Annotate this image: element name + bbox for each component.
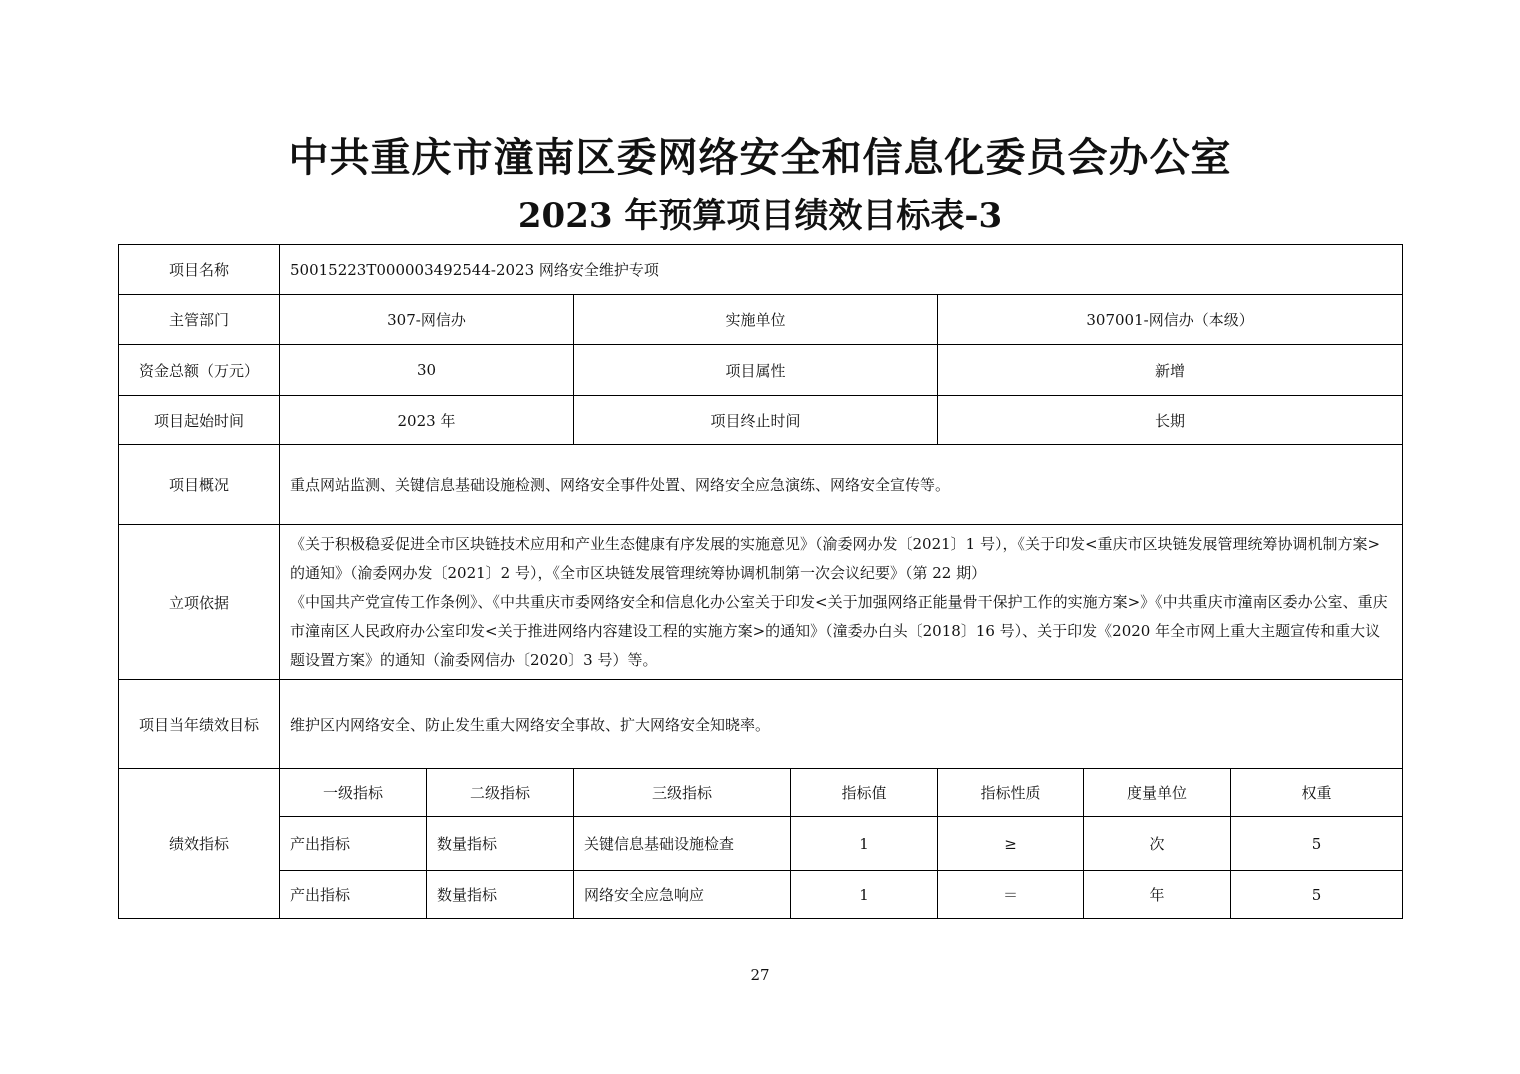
indicator-unit: 次 (1084, 817, 1231, 871)
indicators-label: 绩效指标 (119, 769, 280, 919)
indicator-level2: 数量指标 (427, 817, 574, 871)
indicator-header: 指标性质 (938, 769, 1084, 817)
project-attribute-label: 项目属性 (574, 345, 938, 396)
basis-paragraph: 《中国共产党宣传工作条例》、《中共重庆市委网络安全和信息化办公室关于印发<关于加强网络正能量骨干保护工作的实施方案>》《中共重庆市潼南区委办公室、重庆市潼南区人民政府办公室印发<关于推进网络内容建设工程的实施方案>的通知》（潼委办白头〔2018〕16 号）、关于印发《2020 年全市网上重大主题宣传和重大议题设置方案》的通知（渝委网信办〔2020〕3 号）等。 (290, 592, 1388, 669)
project-attribute-value: 新增 (938, 345, 1403, 396)
page-number: 27 (750, 966, 770, 984)
basis-label: 立项依据 (119, 525, 280, 680)
department-value: 307-网信办 (280, 295, 574, 345)
document-title: 中共重庆市潼南区委网络安全和信息化委员会办公室 (288, 134, 1232, 181)
basis-value (280, 525, 1403, 680)
document-subtitle: 2023 年预算项目绩效目标表-3 (517, 196, 1003, 236)
overview-value: 重点网站监测、关键信息基础设施检测、网络安全事件处置、网络安全应急演练、网络安全宣传等。 (280, 445, 1403, 525)
start-time-label: 项目起始时间 (119, 396, 280, 445)
indicator-header: 指标值 (791, 769, 938, 817)
implementing-unit-label: 实施单位 (574, 295, 938, 345)
row-time (119, 396, 1403, 445)
indicator-level3: 网络安全应急响应 (574, 871, 791, 919)
indicator-header-row (119, 769, 1403, 817)
row-basis (119, 525, 1403, 680)
row-funds (119, 345, 1403, 396)
project-name-value: 50015223T000003492544-2023 网络安全维护专项 (280, 245, 1403, 295)
indicator-header: 一级指标 (280, 769, 427, 817)
total-funds-value: 30 (280, 345, 574, 396)
indicator-level1: 产出指标 (280, 817, 427, 871)
end-time-label: 项目终止时间 (574, 396, 938, 445)
annual-goal-value: 维护区内网络安全、防止发生重大网络安全事故、扩大网络安全知晓率。 (280, 680, 1403, 769)
indicator-weight: 5 (1231, 871, 1403, 919)
basis-paragraph: 《关于积极稳妥促进全市区块链技术应用和产业生态健康有序发展的实施意见》（渝委网办发〔2021〕1 号），《关于印发<重庆市区块链发展管理统筹协调机制方案>的通知》（渝委网办发〔2021〕2 号），《全市区块链发展管理统筹协调机制第一次会议纪要》（第 22 期） (290, 534, 1381, 582)
row-department (119, 295, 1403, 345)
indicator-header: 二级指标 (427, 769, 574, 817)
indicator-header: 三级指标 (574, 769, 791, 817)
indicator-row (119, 817, 1403, 871)
indicator-level3: 关键信息基础设施检查 (574, 817, 791, 871)
indicator-unit: 年 (1084, 871, 1231, 919)
indicator-header: 权重 (1231, 769, 1403, 817)
total-funds-label: 资金总额（万元） (119, 345, 280, 396)
indicator-value: 1 (791, 817, 938, 871)
project-name-label: 项目名称 (119, 245, 280, 295)
indicator-level2: 数量指标 (427, 871, 574, 919)
department-label: 主管部门 (119, 295, 280, 345)
indicator-nature: ＝ (938, 871, 1084, 919)
overview-label: 项目概况 (119, 445, 280, 525)
row-overview (119, 445, 1403, 525)
row-annual-goal (119, 680, 1403, 769)
end-time-value: 长期 (938, 396, 1403, 445)
indicator-nature: ≥ (938, 817, 1084, 871)
annual-goal-label: 项目当年绩效目标 (119, 680, 280, 769)
indicator-weight: 5 (1231, 817, 1403, 871)
indicator-value: 1 (791, 871, 938, 919)
indicator-row (119, 871, 1403, 919)
indicator-header: 度量单位 (1084, 769, 1231, 817)
start-time-value: 2023 年 (280, 396, 574, 445)
row-project-name (119, 245, 1403, 295)
indicator-level1: 产出指标 (280, 871, 427, 919)
implementing-unit-value: 307001-网信办（本级） (938, 295, 1403, 345)
performance-target-table (118, 244, 1403, 919)
